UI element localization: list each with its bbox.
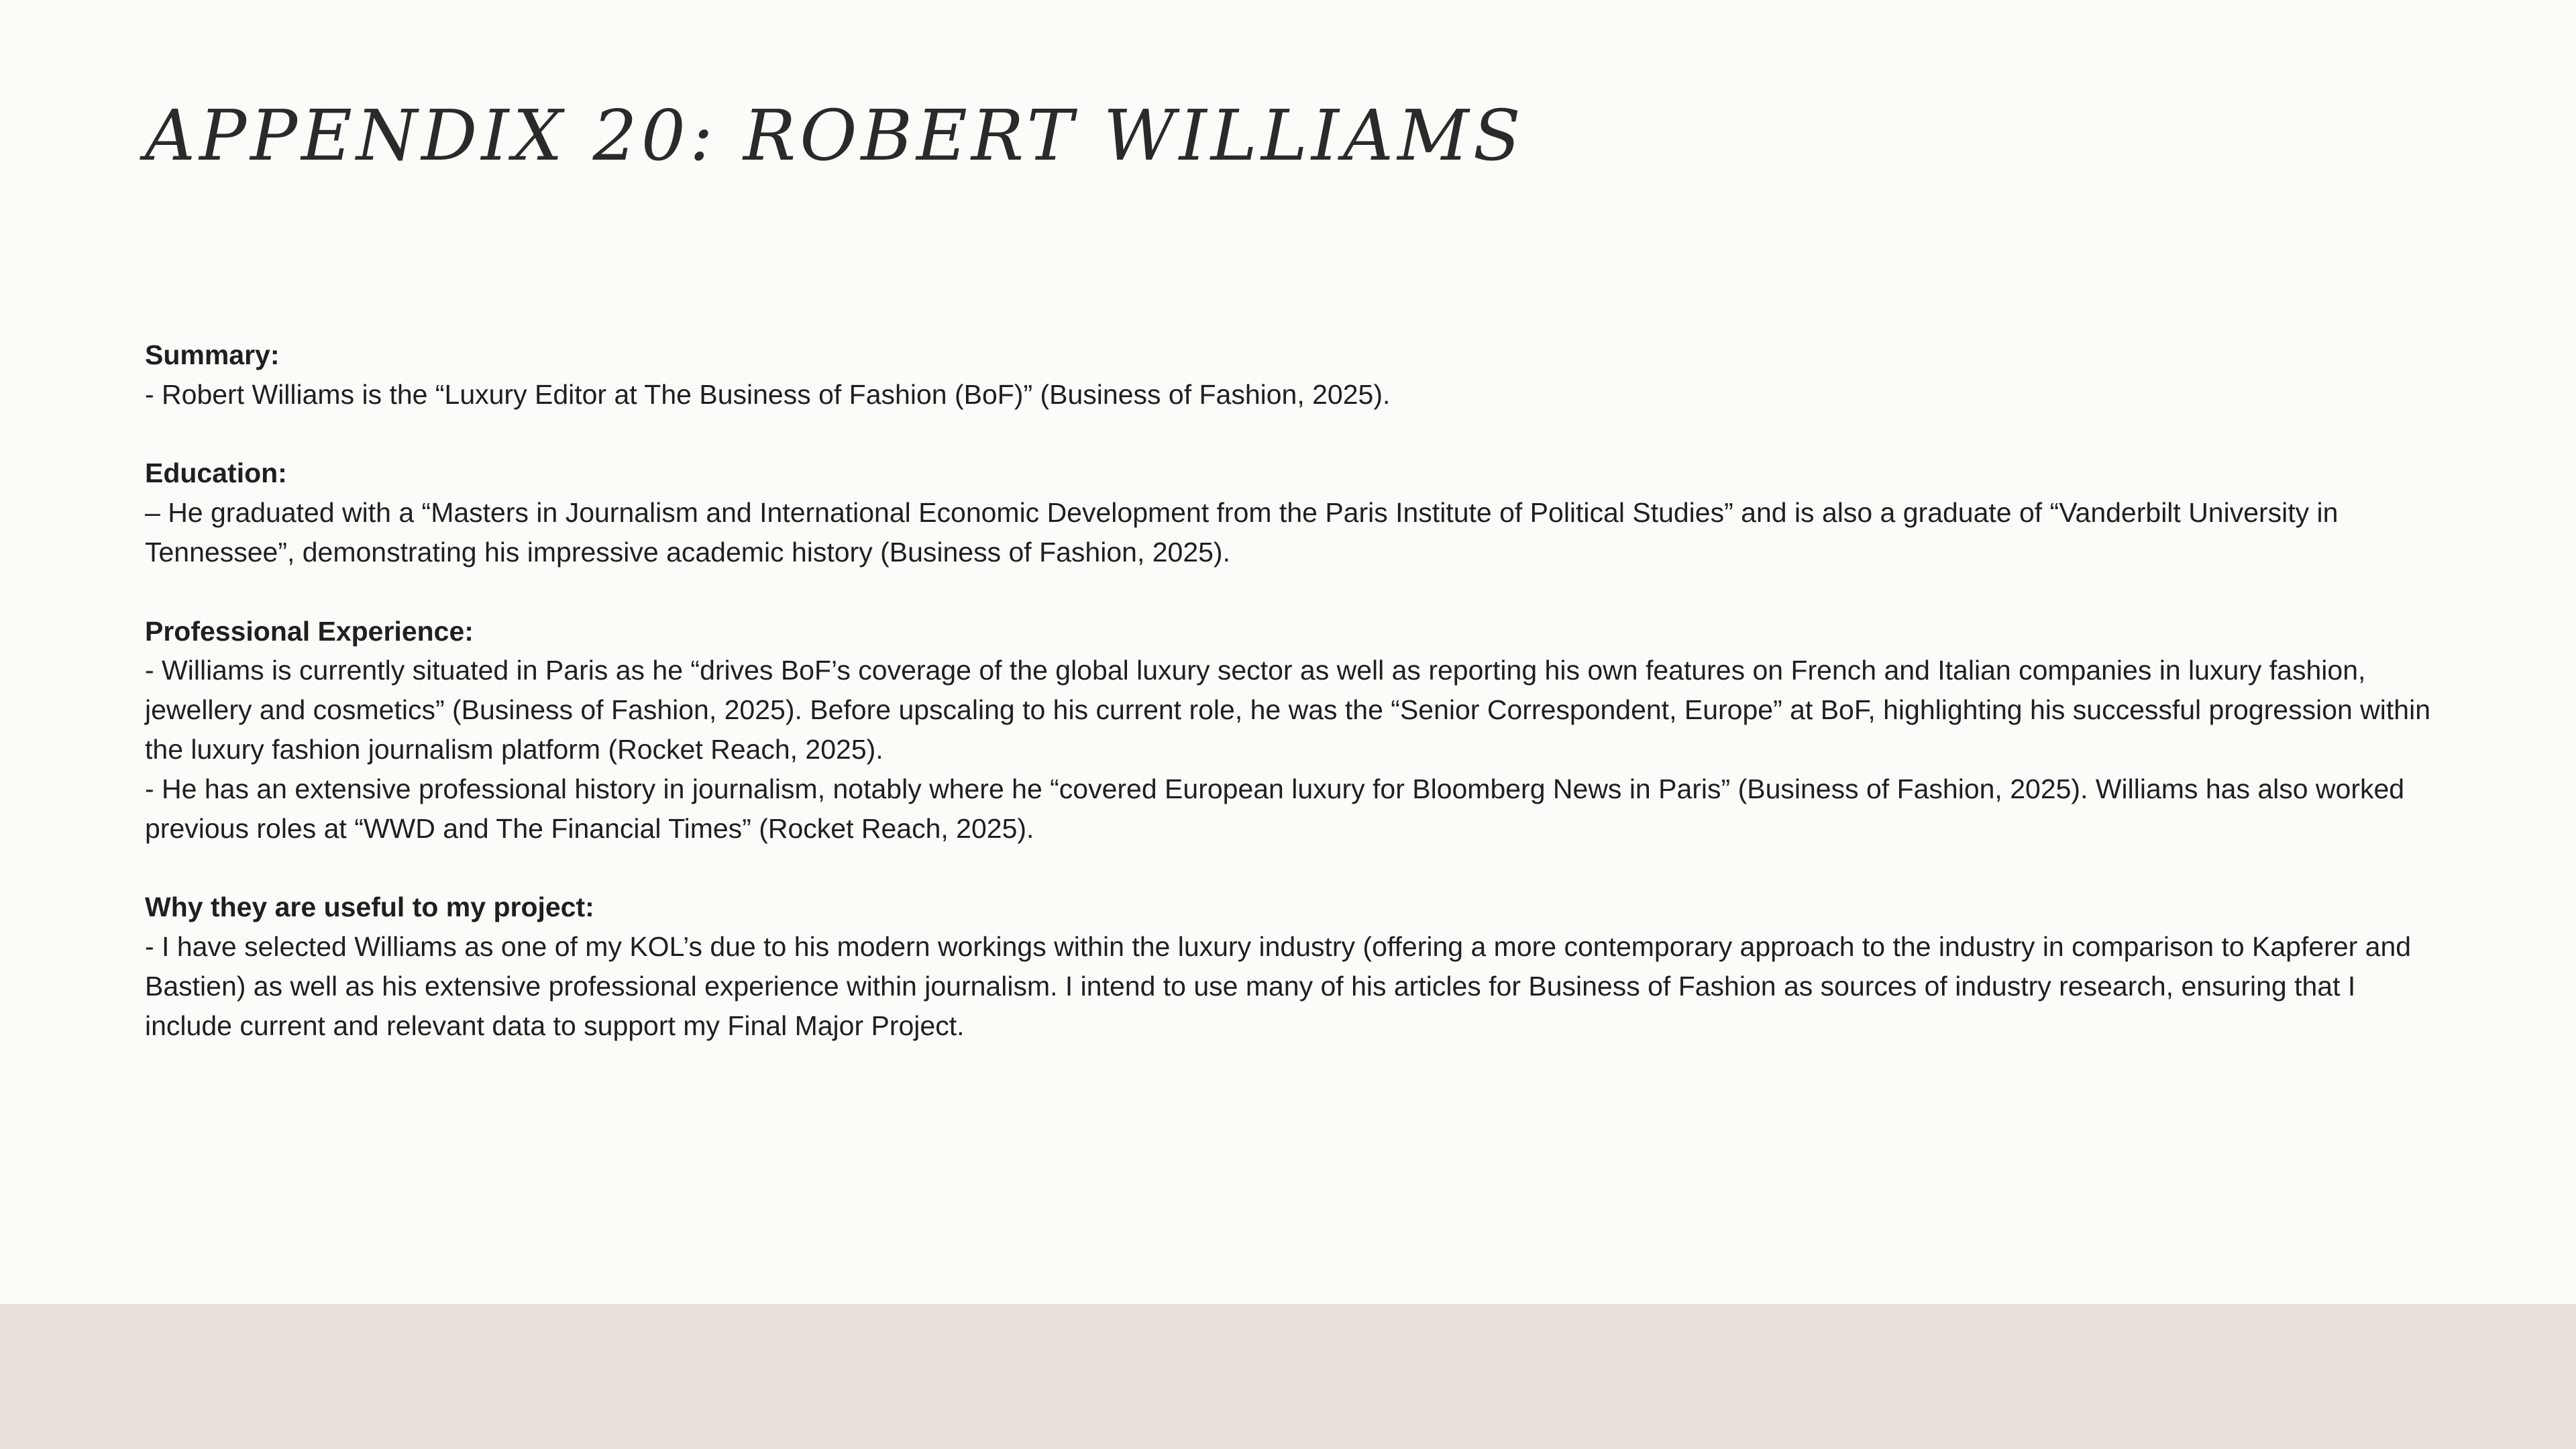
section-paragraph: - Williams is currently situated in Paris as he “drives BoF’s coverage of the global luxury sector as well as reporting his own features on French and Italian companies in luxury fashion, jewellery and cosmetics” (Business of Fashion, 2025). Before upscaling to his current role, he was the “Senior Correspondent, Europe” at BoF, highlighting his successful progression within the luxury fashion journalism platform (Rocket Reach, 2025). bbox=[145, 655, 2431, 765]
section-paragraph: - He has an extensive professional history in journalism, notably where he “covered European luxury for Bloomberg News in Paris” (Business of Fashion, 2025). Williams has also worked previous roles at “WWD and The Financial Times” (Rocket Reach, 2025). bbox=[145, 773, 2405, 844]
section-education bbox=[145, 453, 2439, 572]
section-paragraph: - Robert Williams is the “Luxury Editor at The Business of Fashion (BoF)” (Business of Fashion, 2025). bbox=[145, 378, 1391, 410]
section-paragraph: – He graduated with a “Masters in Journalism and International Economic Development from the Paris Institute of Political Studies” and is also a graduate of “Vanderbilt University in Tennessee”, demonstrating his impressive academic history (Business of Fashion, 2025). bbox=[145, 497, 2339, 568]
content-body bbox=[145, 335, 2439, 1085]
footer-band bbox=[0, 1304, 2576, 1449]
section-paragraph: - I have selected Williams as one of my KOL’s due to his modern workings within the luxury industry (offering a more contemporary approach to the industry in comparison to Kapferer and Bastien) as well as his extensive professional experience within journalism. I intend to use many of his articles for Business of Fashion as sources of industry research, ensuring that I include current and relevant data to support my Final Major Project. bbox=[145, 930, 2412, 1041]
section-heading: Professional Experience: bbox=[145, 615, 474, 647]
page-title: APPENDIX 20: ROBERT WILLIAMS bbox=[145, 95, 1525, 176]
section-professional-experience bbox=[145, 612, 2439, 849]
section-heading: Education: bbox=[145, 458, 287, 489]
section-usefulness bbox=[145, 888, 2439, 1045]
section-heading: Summary: bbox=[145, 339, 280, 370]
section-heading: Why they are useful to my project: bbox=[145, 892, 594, 923]
section-summary bbox=[145, 335, 2439, 415]
